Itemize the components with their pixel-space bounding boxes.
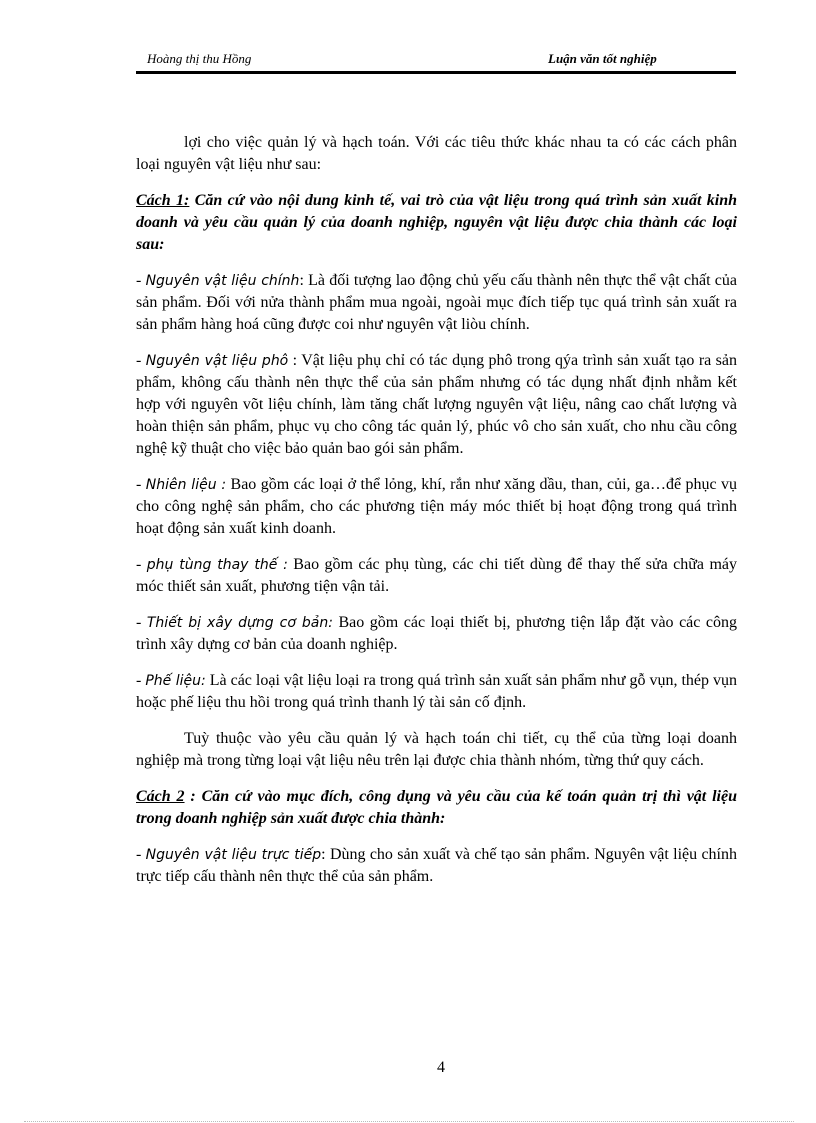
scrap-text: Là các loại vật liệu loại ra trong quá trình sản xuất sản phẩm như gỗ vụn, thép vụn hoặc phế liệu thu hồi trong quá trình thanh lý tài sản cố định. [136, 672, 737, 711]
direct-materials-term: Nguyên vật liệu trực tiếp [145, 847, 322, 863]
construction-equipment-paragraph [136, 612, 737, 656]
method-1-heading [136, 190, 737, 256]
direct-materials-paragraph [136, 844, 737, 888]
scrap-paragraph [136, 670, 737, 714]
main-materials-term: Nguyên vật liệu chính [145, 273, 300, 289]
fuel-paragraph [136, 474, 737, 540]
document-body [136, 132, 737, 902]
direct-materials-text: : Dùng cho sản xuất và chế tạo sản phẩm. Nguyên vật liệu chính trực tiếp cấu thành nên thực thể của sản phẩm. [136, 846, 738, 885]
method-2-text: : Căn cứ vào mục đích, công dụng và yêu cầu của kế toán quản trị thì vật liệu trong doanh nghiệp sản xuất được chia thành: [136, 788, 737, 827]
fuel-text: Bao gồm các loại ở thể lỏng, khí, rắn như xăng dầu, than, củi, ga…để phục vụ cho công nghệ sản phẩm, cho các phương tiện máy móc thiết bị hoạt động trong quá trình hoạt động sản xuất kinh doanh. [136, 476, 738, 537]
bullet-dash: - [136, 614, 147, 631]
fuel-term: Nhiên liệu : [145, 477, 227, 493]
page-bottom-border [24, 1121, 794, 1122]
header-document-type: Luận văn tốt nghiệp [548, 51, 657, 66]
main-materials-text: : Là đối tượng lao động chủ yếu cấu thành nên thực thể vật chất của sản phẩm. Đối với nửa thành phẩm mua ngoài, ngoài mục đích tiếp tục quá trình sản xuất ra sản phẩm hàng hoá cũng được coi như nguyên vật liòu chính. [136, 272, 738, 333]
construction-equipment-text: Bao gồm các loại thiết bị, phương tiện lắp đặt vào các công trình xây dựng cơ bản của doanh nghiệp. [136, 614, 738, 653]
auxiliary-materials-term: Nguyên vật liệu phô [145, 353, 289, 369]
method-1-text: Căn cứ vào nội dung kinh tế, vai trò của vật liệu trong quá trình sản xuất kinh doanh và yêu cầu quản lý của doanh nghiệp, nguyên vật liệu được chia thành các loại sau: [136, 192, 738, 253]
bullet-dash: - [136, 476, 146, 493]
bullet-dash: - [136, 272, 146, 289]
method-2-label: Cách 2 [136, 788, 185, 805]
bullet-dash: - [136, 556, 147, 573]
header-divider [136, 71, 736, 74]
scrap-term: Phế liệu: [145, 673, 206, 689]
auxiliary-materials-paragraph [136, 350, 737, 460]
construction-equipment-term: Thiết bị xây dựng cơ bản: [146, 615, 333, 631]
intro-paragraph: lợi cho việc quản lý và hạch toán. Với các tiêu thức khác nhau ta có các cách phân loại nguyên vật liệu như sau: [136, 134, 737, 173]
bullet-dash: - [136, 672, 146, 689]
method-2-heading [136, 786, 737, 830]
header-author: Hoàng thị thu Hồng [147, 51, 252, 66]
spare-parts-text: Bao gồm các phụ tùng, các chi tiết dùng để thay thế sửa chữa máy móc thiết sản xuất, phương tiện vận tải. [136, 556, 738, 595]
spare-parts-term: phụ tùng thay thế : [146, 557, 288, 573]
classification-note-paragraph: Tuỳ thuộc vào yêu cầu quản lý và hạch toán chi tiết, cụ thể của từng loại doanh nghiệp mà trong từng loại vật liệu nêu trên lại được chia thành nhóm, từng thứ quy cách. [136, 730, 737, 769]
page-number: 4 [437, 1059, 445, 1076]
method-1-label: Cách 1: [136, 192, 190, 209]
bullet-dash: - [136, 846, 146, 863]
spare-parts-paragraph [136, 554, 737, 598]
bullet-dash: - [136, 352, 146, 369]
main-materials-paragraph [136, 270, 737, 336]
auxiliary-materials-text: : Vật liệu phụ chỉ có tác dụng phô trong qýa trình sản xuất tạo ra sản phẩm, không cấu thành nên thực thể của sản phẩm nhưng có tác dụng nhất định nhằm kết hợp với nguyên võt liệu chính, làm tăng chất lượng nguyên vật liệu, nâng cao chất lượng và hoàn thiện sản phẩm, phục vụ cho công tác quản lý, phúc vô cho sản xuất, cho nhu cầu công nghệ kỹ thuật cho việc bảo quản bao gói sản phẩm. [136, 352, 737, 457]
